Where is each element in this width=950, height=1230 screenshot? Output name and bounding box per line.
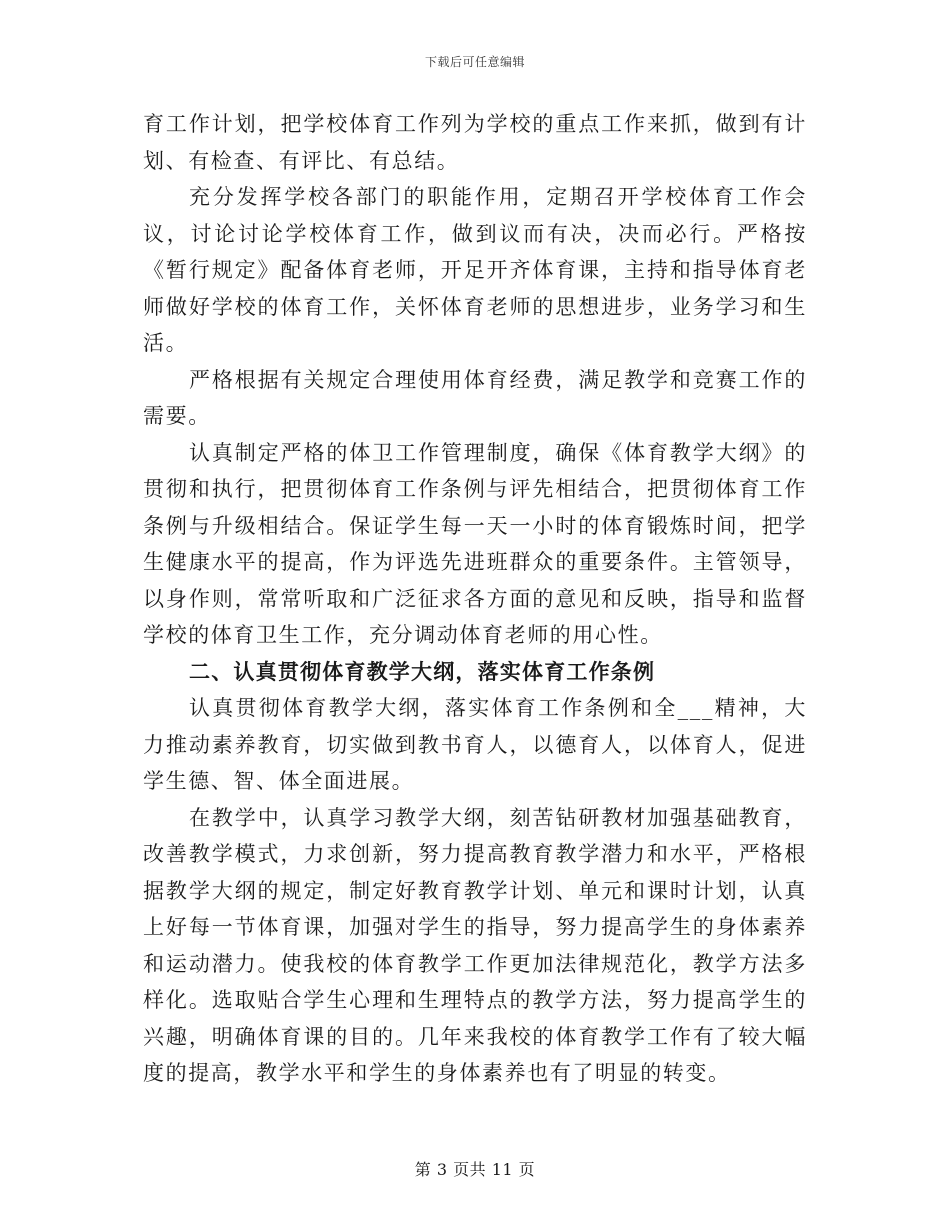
document-body — [143, 106, 807, 1092]
paragraph-teaching: 在教学中，认真学习教学大纲，刻苦钻研教材加强基础教育，改善教学模式，力求创新，努力提高教育教学潜力和水平，严格根据教学大纲的规定，制定好教育教学计划、单元和课时计划，认真上好每一节体育课，加强对学生的指导，努力提高学生的身体素养和运动潜力。使我校的体育教学工作更加法律规范化，教学方法多样化。选取贴合学生心理和生理特点的教学方法，努力提高学生的兴趣，明确体育课的目的。几年来我校的体育教学工作有了较大幅度的提高，教学水平和学生的身体素养也有了明显的转变。 — [143, 805, 807, 1085]
paragraph-funding: 严格根据有关规定合理使用体育经费，满足教学和竞赛工作的需要。 — [143, 367, 807, 428]
header-note: 下载后可任意编辑 — [424, 55, 525, 69]
paragraph-continuation: 育工作计划，把学校体育工作列为学校的重点工作来抓，做到有计划、有检查、有评比、有总结。 — [143, 112, 807, 173]
section-heading: 二、认真贯彻体育教学大纲，落实体育工作条例 — [189, 659, 656, 684]
paragraph-department-roles: 充分发挥学校各部门的职能作用，定期召开学校体育工作会议，讨论讨论学校体育工作，做到议而有决，决而必行。严格按《暂行规定》配备体育老师，开足开齐体育课，主持和指导体育老师做好学校的体育工作，关怀体育老师的思想进步，业务学习和生活。 — [143, 185, 807, 355]
paragraph-implementation: 认真贯彻体育教学大纲，落实体育工作条例和全___精神，大力推动素养教育，切实做到教书育人，以德育人，以体育人，促进学生德、智、体全面进展。 — [143, 696, 807, 793]
paragraph-management-system: 认真制定严格的体卫工作管理制度，确保《体育教学大纲》的贯彻和执行，把贯彻体育工作条例与评先相结合，把贯彻体育工作条例与升级相结合。保证学生每一天一小时的体育锻炼时间，把学生健康水平的提高，作为评选先进班群众的重要条件。主管领导，以身作则，常常听取和广泛征求各方面的意见和反映，指导和监督学校的体育卫生工作，充分调动体育老师的用心性。 — [143, 440, 807, 647]
page-number: 第 3 页共 11 页 — [414, 1160, 536, 1179]
